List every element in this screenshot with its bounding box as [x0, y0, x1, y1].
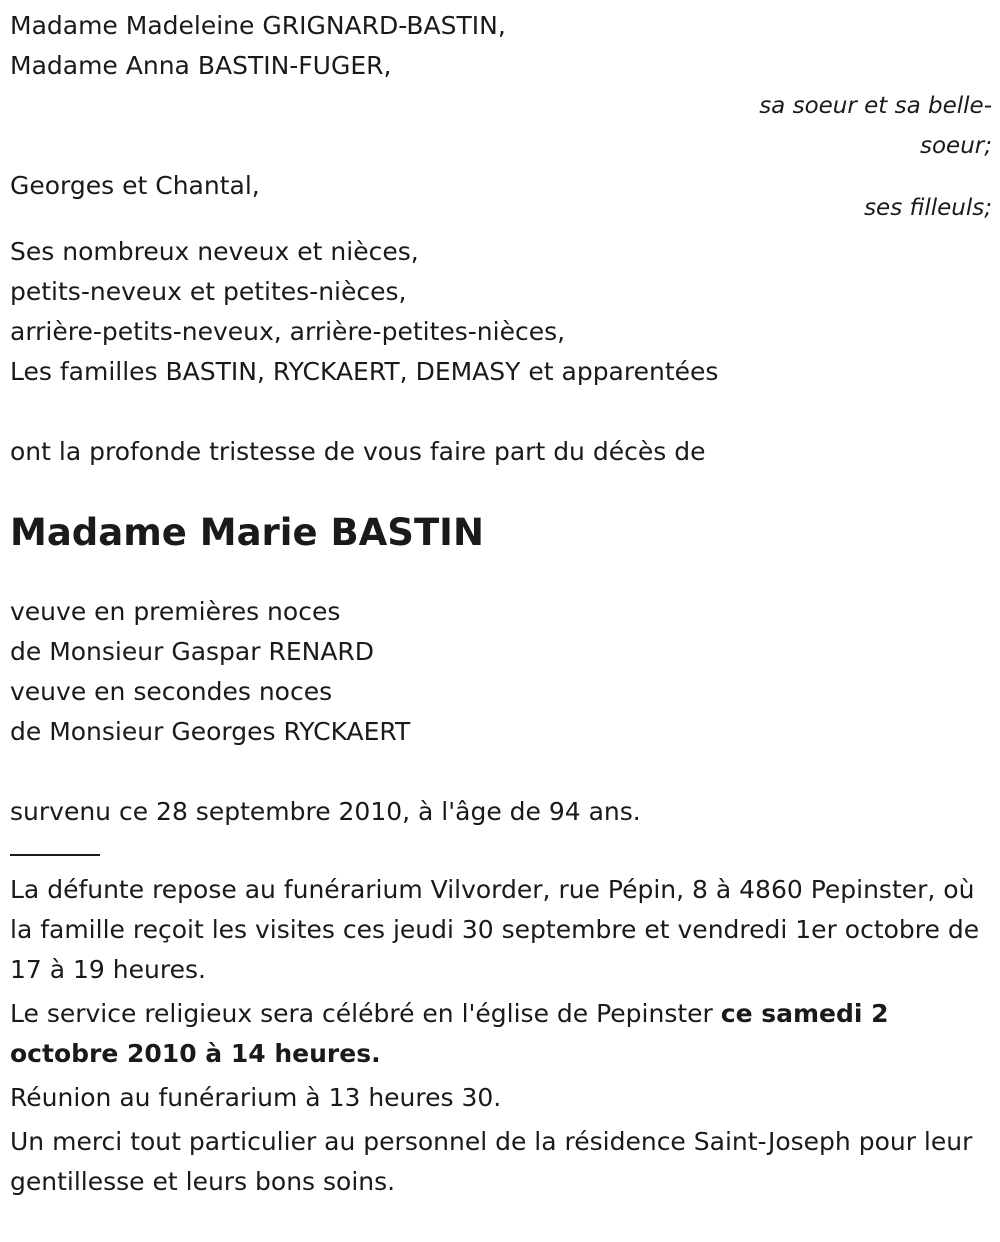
service-prefix: Le service religieux sera célébré en l'église de Pepinster: [10, 999, 721, 1028]
relatives-line: Ses nombreux neveux et nièces,: [10, 237, 419, 266]
announcement-text: ont la profonde tristesse de vous faire part du décès de: [10, 437, 706, 466]
relation-label: sa soeur et sa belle-: [759, 93, 992, 119]
relation-label: ses filleuls;: [864, 195, 992, 221]
service-date: ce samedi 2 octobre 2010 à 14 heures.: [10, 999, 889, 1068]
death-date-text: survenu ce 28 septembre 2010, à l'âge de 94 ans.: [10, 797, 641, 826]
relatives-line: arrière-petits-neveux, arrière-petites-nièces,: [10, 317, 566, 346]
relation-label: soeur;: [920, 133, 992, 159]
thanks-text: Un merci tout particulier au personnel de la résidence Saint-Joseph pour leur gentillesse et leurs bons soins.: [10, 1127, 973, 1196]
godchildren-line: Georges et Chantal,: [10, 171, 260, 200]
separator-rule: [10, 854, 100, 856]
family-member-line: Madame Madeleine GRIGNARD-BASTIN,: [10, 11, 506, 40]
family-member-line: Madame Anna BASTIN-FUGER,: [10, 51, 392, 80]
service-text: [10, 994, 992, 1074]
deceased-detail: de Monsieur Georges RYCKAERT: [10, 717, 411, 746]
deceased-detail: veuve en secondes noces: [10, 677, 333, 706]
obituary-notice: [10, 6, 992, 1202]
repose-text: La défunte repose au funérarium Vilvorder, rue Pépin, 8 à 4860 Pepinster, où la famille reçoit les visites ces jeudi 30 septembre et vendredi 1er octobre de 17 à 19 heures.: [10, 875, 980, 984]
deceased-name: Madame Marie BASTIN: [10, 511, 484, 554]
relatives-line: Les familles BASTIN, RYCKAERT, DEMASY et apparentées: [10, 357, 719, 386]
relatives-line: petits-neveux et petites-nièces,: [10, 277, 407, 306]
deceased-detail: de Monsieur Gaspar RENARD: [10, 637, 375, 666]
reunion-text: Réunion au funérarium à 13 heures 30.: [10, 1083, 502, 1112]
deceased-detail: veuve en premières noces: [10, 597, 341, 626]
